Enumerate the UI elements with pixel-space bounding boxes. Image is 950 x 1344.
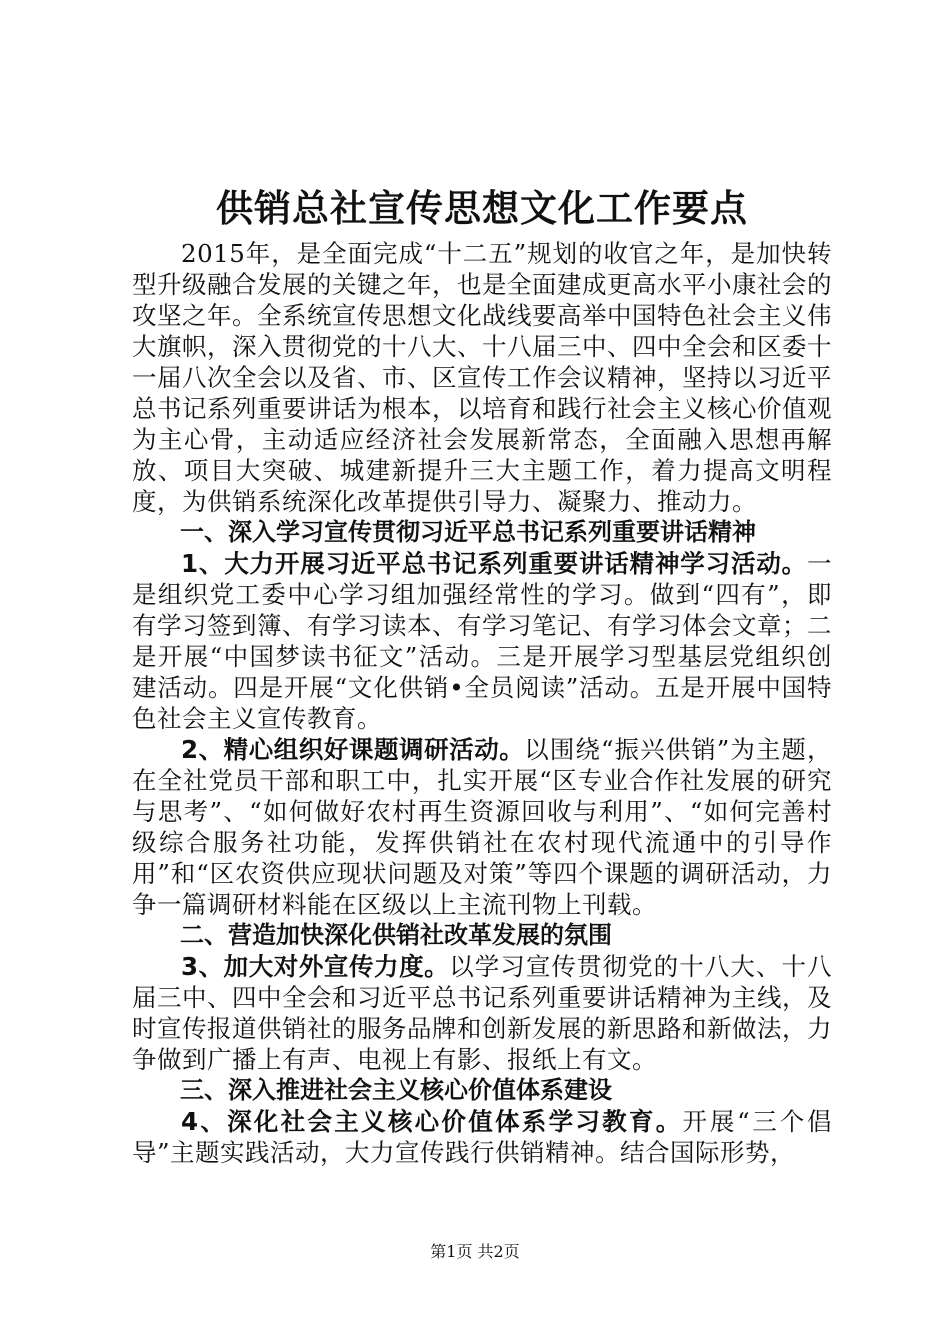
document-page xyxy=(132,180,832,1168)
item-paragraph-1 xyxy=(132,548,832,734)
item-body-2: 以围绕“振兴供销”为主题，在全社党员干部和职工中，扎实开展“区专业合作社发展的研究与思考”、“如何做好农村再生资源回收与利用”、“如何完善村级综合服务社功能，发挥供销社在农村现代流通中的引导作用”和“区农资供应现状问题及对策”等四个课题的调研活动，力争一篇调研材料能在区级以上主流刊物上刊载。 xyxy=(132,735,832,919)
item-lead-1: 1、大力开展习近平总书记系列重要讲话精神学习活动。 xyxy=(181,549,807,578)
item-lead-2: 2、精心组织好课题调研活动。 xyxy=(181,735,525,764)
section-heading-2: 二、营造加快深化供销社改革发展的氛围 xyxy=(180,921,612,949)
item-paragraph-3 xyxy=(132,951,832,1075)
item-paragraph-4 xyxy=(132,1106,832,1168)
item-paragraph-2 xyxy=(132,734,832,920)
intro-paragraph: 2015年，是全面完成“十二五”规划的收官之年，是加快转型升级融合发展的关键之年，也是全面建成更高水平小康社会的攻坚之年。全系统宣传思想文化战线要高举中国特色社会主义伟大旗帜，深入贯彻党的十八大、十八届三中、四中全会和区委十一届八次全会以及省、市、区宣传工作会议精神，坚持以习近平总书记系列重要讲话为根本，以培育和践行社会主义核心价值观为主心骨，主动适应经济社会发展新常态，全面融入思想再解放、项目大突破、城建新提升三大主题工作，着力提高文明程度，为供销系统深化改革提供引导力、凝聚力、推动力。 xyxy=(132,239,832,516)
item-body-3: 以学习宣传贯彻党的十八大、十八届三中、四中全会和习近平总书记系列重要讲话精神为主线，及时宣传报道供销社的服务品牌和创新发展的新思路和新做法，力争做到广播上有声、电视上有影、报纸上有文。 xyxy=(132,952,832,1074)
page-footer: 第1页 共2页 xyxy=(430,1242,520,1261)
item-body-4: 开展“三个倡导”主题实践活动，大力宣传践行供销精神。结合国际形势， xyxy=(132,1107,832,1167)
item-lead-4: 4、深化社会主义核心价值体系学习教育。 xyxy=(181,1107,683,1136)
item-lead-3: 3、加大对外宣传力度。 xyxy=(181,952,450,981)
document-title: 供销总社宣传思想文化工作要点 xyxy=(216,187,748,230)
item-body-1: 一是组织党工委中心学习组加强经常性的学习。做到“四有”，即有学习签到簿、有学习读本、有学习笔记、有学习体会文章；二是开展“中国梦读书征文”活动。三是开展学习型基层党组织创建活动。四是开展“文化供销•全员阅读”活动。五是开展中国特色社会主义宣传教育。 xyxy=(132,549,832,733)
section-heading-3: 三、深入推进社会主义核心价值体系建设 xyxy=(180,1076,612,1104)
section-heading-1: 一、深入学习宣传贯彻习近平总书记系列重要讲话精神 xyxy=(180,518,756,546)
